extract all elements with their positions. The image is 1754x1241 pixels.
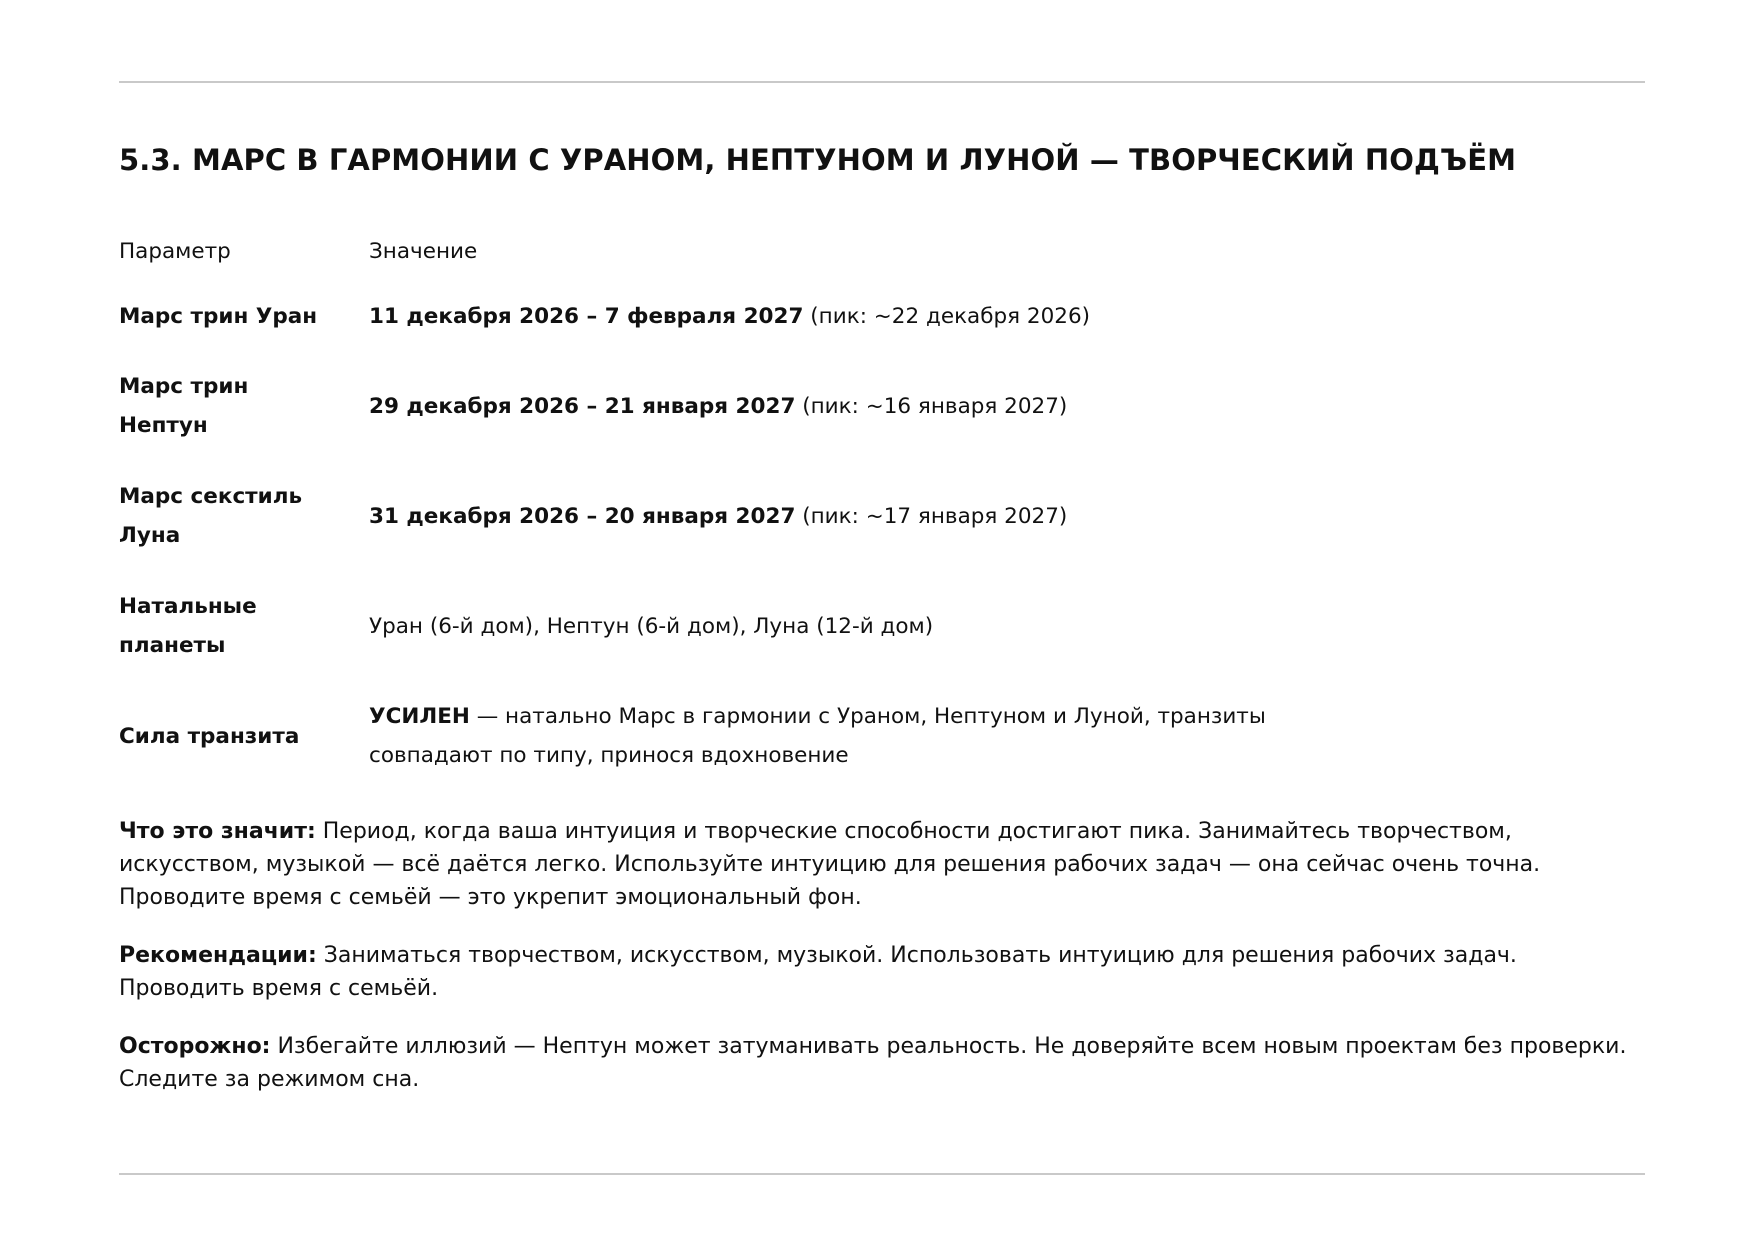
row-value [369, 387, 1645, 426]
row-param-text: Марс трин Нептун [119, 374, 249, 438]
meaning-paragraph [119, 815, 1645, 914]
row-value-dates: 11 декабря 2026 – 7 февраля 2027 [369, 303, 804, 329]
row-param [119, 367, 369, 445]
row-param-text: Марс секстиль Луна [119, 484, 303, 548]
top-divider [119, 81, 1645, 83]
row-value-peak: (пик: ~22 декабря 2026) [803, 303, 1091, 329]
row-value-description: — натально Марс в гармонии с Ураном, Нептуном и Луной, транзиты совпадают по типу, принося вдохновение [369, 704, 1266, 768]
table-row [119, 466, 1645, 566]
table-header-row [119, 226, 1645, 276]
row-param [119, 477, 369, 555]
row-value-peak: (пик: ~16 января 2027) [795, 393, 1068, 419]
column-header-value: Значение [369, 238, 478, 264]
section-title: 5.3. МАРС В ГАРМОНИИ С УРАНОМ, НЕПТУНОМ И ЛУНОЙ — ТВОРЧЕСКИЙ ПОДЪЁМ [119, 143, 1517, 177]
row-value-strength: УСИЛЕН [369, 704, 470, 729]
table-row [119, 686, 1645, 786]
row-value [369, 297, 1645, 336]
column-header-param: Параметр [119, 238, 231, 264]
row-value [369, 497, 1645, 536]
caution-label: Осторожно: [119, 1034, 271, 1059]
row-value-dates: 31 декабря 2026 – 20 января 2027 [369, 503, 796, 529]
table-row [119, 286, 1645, 346]
row-param-text: Натальные планеты [119, 594, 257, 658]
row-param: Сила транзита [119, 723, 300, 749]
recommendations-text: Заниматься творчеством, искусством, музыкой. Использовать интуицию для решения рабочих задач. Проводить время с семьёй. [119, 943, 1517, 1001]
meaning-text: Период, когда ваша интуиция и творческие способности достигают пика. Занимайтесь творчеством, искусством, музыкой — всё даётся легко. Используйте интуицию для решения рабочих задач — она сейчас очень точна. Проводите время с семьёй — это укрепит эмоциональный фон. [119, 819, 1541, 910]
row-param: Марс трин Уран [119, 303, 318, 329]
document-page [119, 0, 1645, 1241]
row-value-peak: (пик: ~17 января 2027) [795, 503, 1068, 529]
recommendations-label: Рекомендации: [119, 943, 317, 968]
bottom-divider [119, 1173, 1645, 1175]
notes-section [119, 815, 1645, 1121]
table-row [119, 576, 1645, 676]
caution-paragraph [119, 1030, 1645, 1096]
row-value [369, 697, 1269, 775]
row-value: Уран (6-й дом), Нептун (6-й дом), Луна (12-й дом) [369, 613, 934, 639]
row-value-dates: 29 декабря 2026 – 21 января 2027 [369, 393, 796, 419]
recommendations-paragraph [119, 939, 1645, 1005]
meaning-label: Что это значит: [119, 819, 316, 844]
parameters-table [119, 226, 1645, 786]
row-param [119, 587, 369, 665]
table-row [119, 356, 1645, 456]
caution-text: Избегайте иллюзий — Нептун может затуманивать реальность. Не доверяйте всем новым проектам без проверки. Следите за режимом сна. [119, 1034, 1627, 1092]
